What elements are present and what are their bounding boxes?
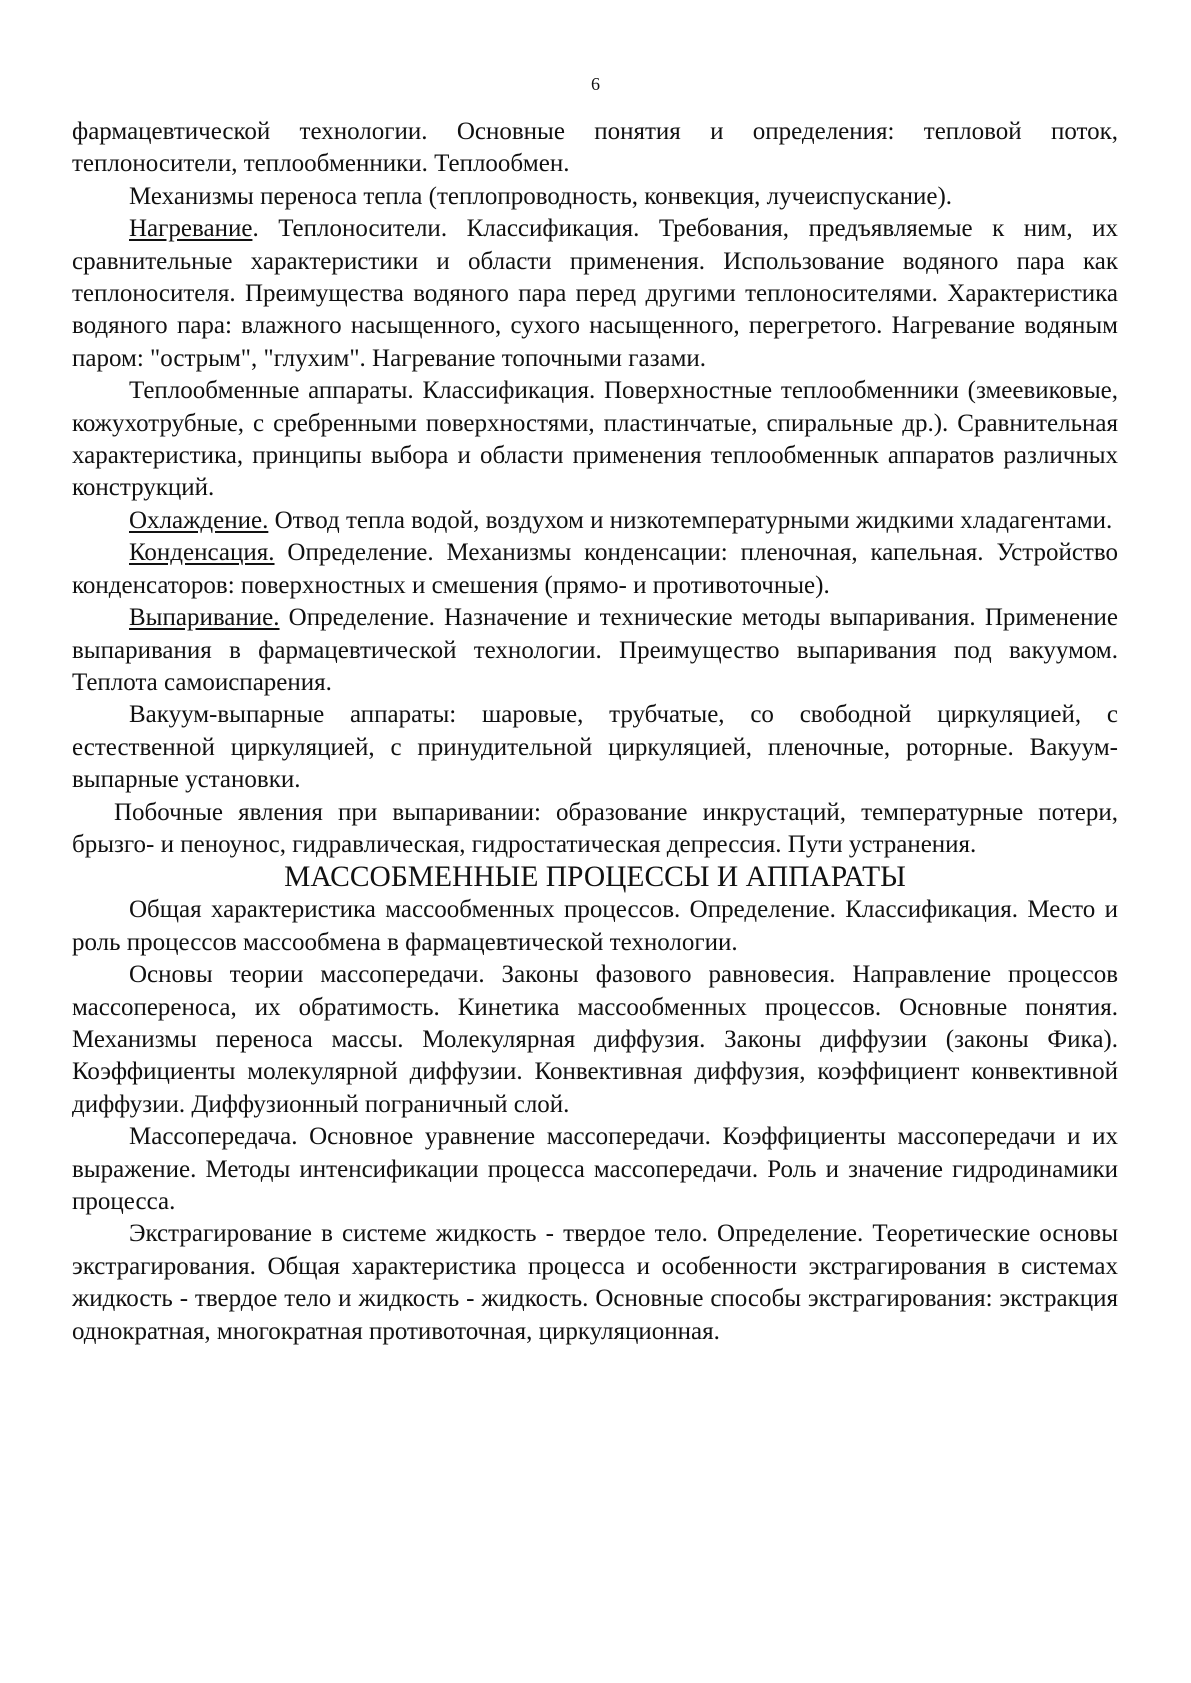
section-heading: МАССОБМЕННЫЕ ПРОЦЕССЫ И АППАРАТЫ: [284, 861, 906, 894]
paragraph-evaporation: [72, 602, 1118, 699]
page-body: [72, 116, 1118, 1348]
paragraph-cooling: [72, 505, 1118, 537]
paragraph-text: . Теплоносители. Классификация. Требования, предъявляемые к ним, их сравнительные характеристики и области применения. Использование водяного пара как теплоносителя. Преимущества водяного пара перед другими теплоносителями. Характеристика водяного пара: влажного насыщенного, сухого насыщенного, перегретого. Нагревание водяным паром: "острым", "глухим". Нагревание топочными газами.: [72, 215, 1118, 372]
paragraph-text: Механизмы переноса тепла (теплопроводность, конвекция, лучеиспускание).: [129, 182, 953, 210]
paragraph-text: фармацевтической технологии. Основные понятия и определения: тепловой поток, теплоносители, теплообменники. Теплообмен.: [72, 118, 1118, 178]
underlined-term: Охлаждение.: [129, 506, 269, 534]
paragraph-vacuum-evaporators: [72, 699, 1118, 796]
page-number: 6: [591, 74, 600, 94]
underlined-term: Конденсация.: [129, 539, 275, 567]
paragraph-heat-exchangers: [72, 375, 1118, 505]
paragraph-extraction: Экстрагирование в системе жидкость - твердое тело. Определение. Теоретические основы экстрагирования. Общая характеристика процесса и особенности экстрагирования в системах жидкость - твердое тело и жидкость - жидкость. Основные способы экстрагирования: экстракция однократная, многократная противоточная, циркуляционная.: [72, 1220, 1118, 1345]
underlined-term: Нагревание: [129, 215, 253, 243]
paragraph-text: Отвод тепла водой, воздухом и низкотемпературными жидкими хладагентами.: [268, 506, 1113, 534]
paragraph-text: Побочные явления при выпаривании: образование инкрустаций, температурные потери, брызго- и пеноунос, гидравлическая, гидростатическая депрессия. Пути устранения.: [72, 798, 1118, 858]
paragraph-side-effects: [72, 797, 1118, 862]
paragraph-text: Определение. Назначение и технические методы выпаривания. Применение выпаривания в фармацевтической технологии. Преимущество выпаривания под вакуумом. Теплота самоиспарения.: [72, 604, 1118, 696]
paragraph-heating: [72, 213, 1118, 375]
underlined-term: Выпаривание.: [129, 604, 280, 632]
paragraph-mass-transfer-theory: Основы теории массопередачи. Законы фазового равновесия. Направление процессов массопереноса, их обратимость. Кинетика массообменных процессов. Основные понятия. Механизмы переноса массы. Молекулярная диффузия. Законы диффузии (законы Фика). Коэффициенты молекулярной диффузии. Конвективная диффузия, коэффициент конвективной диффузии. Диффузионный пограничный слой.: [72, 961, 1118, 1118]
paragraph-heat-transfer-intro: [72, 116, 1118, 181]
paragraph-condensation: [72, 537, 1118, 602]
paragraph-heat-mechanisms: [72, 181, 1118, 213]
paragraph-text: Определение. Механизмы конденсации: пленочная, капельная. Устройство конденсаторов: поверхностных и смешения (прямо- и противоточные).: [72, 539, 1118, 599]
paragraph-text: Теплообменные аппараты. Классификация. Поверхностные теплообменники (змеевиковые, кожухотрубные, с сребренными поверхностями, пластинчатые, спиральные др.). Сравнительная характеристика, принципы выбора и области применения теплообменнык аппаратов различных конструкций.: [72, 377, 1118, 502]
paragraph-mass-transfer-overview: Общая характеристика массообменных процессов. Определение. Классификация. Место и роль процессов массообмена в фармацевтической технологии.: [72, 896, 1118, 956]
paragraph-text: Вакуум-выпарные аппараты: шаровые, трубчатые, со свободной циркуляцией, с естественной циркуляцией, с принудительной циркуляцией, пленочные, роторные. Вакуум-выпарные установки.: [72, 701, 1118, 794]
paragraph-mass-transfer: Массопередача. Основное уравнение массопередачи. Коэффициенты массопередачи и их выражение. Методы интенсификации процесса массопередачи. Роль и значение гидродинамики процесса.: [72, 1123, 1118, 1215]
